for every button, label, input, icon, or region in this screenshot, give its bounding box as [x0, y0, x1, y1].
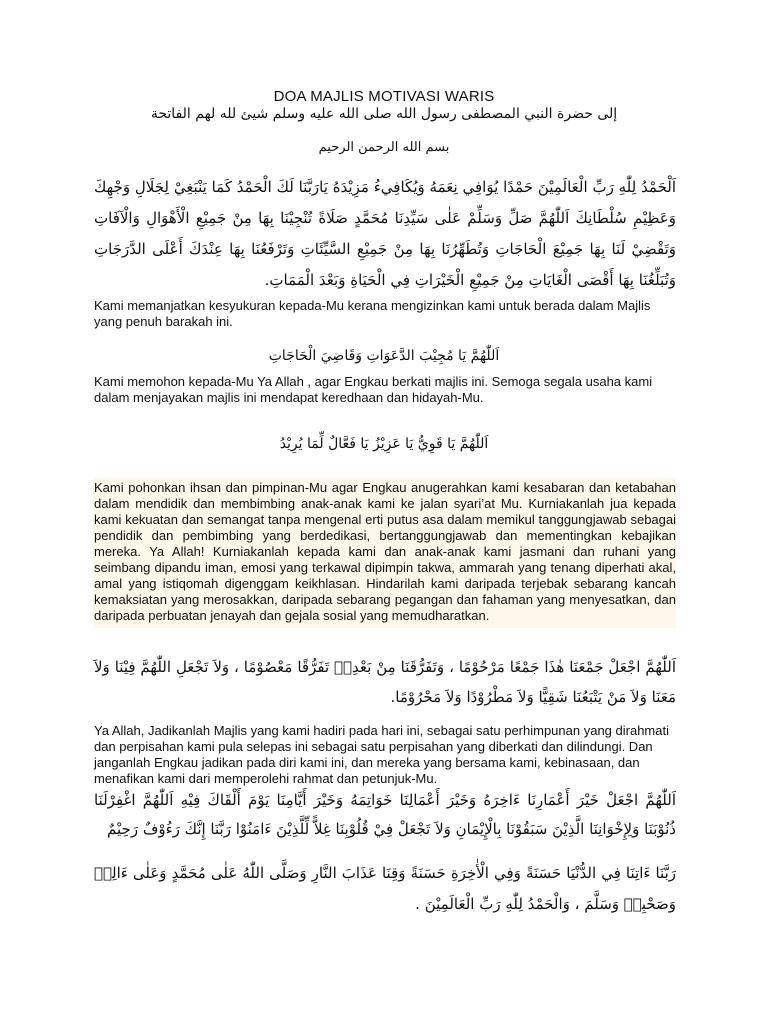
- arabic-dedication: إلى حضرة النبي المصطفى رسول الله صلى الله عليه وسلم شيئ لله لهم الفاتحة: [150, 106, 618, 122]
- malay-paragraph-guidance: Kami pohonkan ihsan dan pimpinan-Mu agar Engkau anugerahkan kami kesabaran dan ketabahan dalam mendidik dan membimbing anak-anak kami ke jalan syari’at Mu. Kurniakanlah jua kepada kami kekuatan dan semangat tanpa mengenal erti putus asa dalam memikul tanggungjawab sebagai pendidik dan pembimbing yang berdedikasi, bertanggungjawab dan mementingkan kebajikan mereka. Ya Allah! Kurniakanlah kepada kami dan anak-anak kami jasmani dan ruhani yang seimbang dipandu iman, emosi yang terkawal dipimpin takwa, ammarah yang tenang diperhati akal, amal yang istiqomah digenggam keikhlasan. Hindarilah kami daripada terjebak sebarang kancah kemaksiatan yang merosakkan, daripada sebarang pegangan dan fahaman yang menyesatkan, dan daripada perbuatan jenayah dan gejala sosial yang memudharatkan.: [94, 478, 676, 628]
- malay-paragraph-gratitude: Kami memanjatkan kesyukuran kepada-Mu kerana mengizinkan kami untuk berada dalam Majlis yang penuh barakah ini.: [94, 298, 651, 329]
- arabic-doa-gathering: اَللّٰهُمَّ اجْعَلْ جَمْعَنَا هٰذَا جَمْعًا مَرْحُوْمًا ، وَتَفَرُّقَنَا مِنْ بَعْدِهٖ تَفَرُّقًا مَعْصُوْمًا ، وَلاَ تَجْعَلِ اللّٰهُمَّ فِيْنَا وَلاَ مَعَنَا وَلاَ مَنْ يَتْبَعُنَا شَقِيًّا وَلاَ مَطْرُوْدًا وَلاَ مَحْرُوْمًا.: [94, 658, 676, 706]
- arabic-doa-mujib: اَللّٰهُمَّ يَا مُجِيْبَ الدَّعَوَاتِ وَقَاضِيَ الْحَاجَاتِ: [268, 348, 500, 364]
- arabic-praise-paragraph: اَلْحَمْدُ لِلّٰهِ رَبِّ الْعَالَمِيْنَ حَمْدًا يُوَافِي نِعَمَهُ وَيُكَافِيءُ مَزِيْدَهُ يَارَبَّنَا لَكَ الْحَمْدُ كَمَا يَنْبَغِيْ لِجَلَالِ وَجْهِكَ وَعَظِيْمِ سُلْطَانِكَ اَللّٰهُمَّ صَلِّ وَسَلِّمْ عَلٰى سَيِّدِنَا مُحَمَّدٍ صَلَاةً تُنْجِيْنَا بِهَا مِنْ جَمِيْعِ الْأَهْوَالِ وَالْآفَاتِ وَتَقْضِيْ لَنَا بِهَا جَمِيْعَ الْحَاجَاتِ وَتُطَهِّرُنَا بِهَا مِنْ جَمِيْعِ السَّيِّئَاتِ وَتَرْفَعُنَا بِهَا عِنْدَكَ أَعْلَى الدَّرَجَاتِ وَتُبَلِّغُنَا بِهَا أَقْصَى الْغَايَاتِ مِنْ جَمِيْعِ الْخَيْرَاتِ فِي الْحَيَاةِ وَبَعْدَ الْمَمَاتِ.: [94, 178, 676, 289]
- document-title: DOA MAJLIS MOTIVASI WARIS: [273, 88, 495, 105]
- arabic-doa-forgiveness: اَللّٰهُمَّ اجْعَلْ خَيْرَ أَعْمَارِنَا ءَاخِرَهُ وَخَيْرَ أَعْمَالِنَا خَوَاتِمَهُ وَخَيْرَ أَيَّامِنَا يَوْمَ أَلْقَاكَ فِيْهِ اَللّٰهُمَّ اغْفِرْلَنَا ذُنُوْبَنَا وَلِإِخْوَانِنَا الَّذِيْنَ سَبَقُوْنَا بِالْإِيْمَانِ وَلاَ تَجْعَلْ فِيْ قُلُوْبِنَا غِلاًّ لِّلَّذِيْنَ ءَامَنُوْا رَبَّنَا إِنَّكَ رَءُوْفٌ رَحِيْمٌ: [94, 791, 676, 838]
- malay-paragraph-blessing: Kami memohon kepada-Mu Ya Allah , agar Engkau berkati majlis ini. Semoga segala usaha kami dalam menjayakan majlis ini mendapat keredhaan dan hidayah-Mu.: [94, 374, 653, 405]
- malay-paragraph-gathering: Ya Allah, Jadikanlah Majlis yang kami hadiri pada hari ini, sebagai satu perhimpunan yang dirahmati dan perpisahan kami pula selepas ini sebagai satu perpisahan yang diberkati dan dilindungi. Dan janganlah Engkau jadikan pada diri kami ini, dan mereka yang bersama kami, kebinasaan, dan menafikan kami dari memperolehi rahmat dan petunjuk-Mu.: [94, 723, 669, 786]
- basmalah: بسم الله الرحمن الرحيم: [318, 140, 450, 155]
- arabic-closing-doa: رَبَّنَا ءَاتِنَا فِي الدُّنْيَا حَسَنَةً وَفِي الْأٰخِرَةِ حَسَنَةً وَقِنَا عَذَابَ النَّارِ وَصَلَّى اللّٰهُ عَلٰى مُحَمَّدٍ وَعَلٰى ءَالِهٖ وَصَحْبِهٖ وَسَلَّمَ ، وَالْحَمْدُ لِلّٰهِ رَبِّ الْعَالَمِيْنَ .: [94, 864, 676, 913]
- arabic-doa-qawiy: اَللّٰهُمَّ يَا قَوِيُّ يَا عَزِيْزُ يَا فَعَّالٌ لِّمَا يُرِيْدُ: [279, 436, 489, 452]
